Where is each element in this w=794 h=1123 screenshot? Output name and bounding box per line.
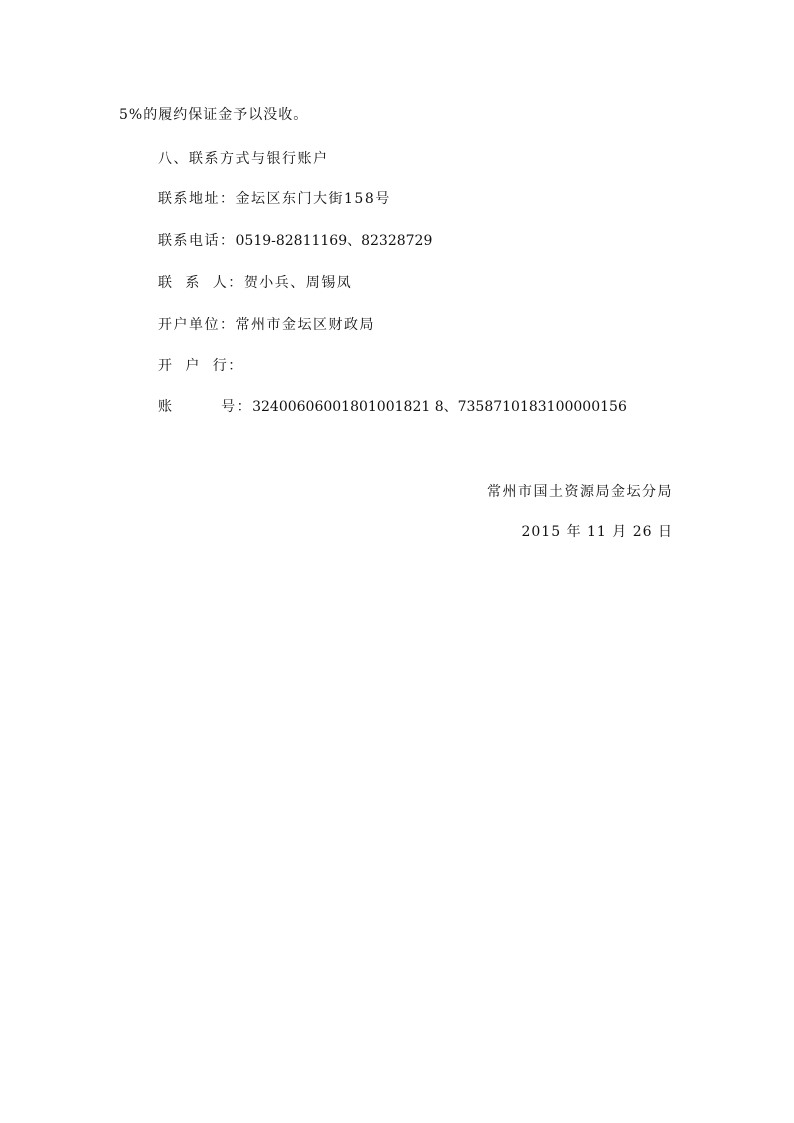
issue-date: 2015 年 11 月 26 日 [521,524,673,540]
account-holder-row [158,316,375,334]
bank-label: 开 户 行： [158,358,244,374]
issuing-organization: 常州市国土资源局金坛分局 [487,484,673,500]
contact-phone-row [158,232,432,250]
account-number-label: 账 号： [158,399,253,415]
section-heading: 八、联系方式与银行账户 [158,151,329,167]
bank-row [158,357,244,375]
contact-person-label: 联 系 人： [158,275,244,291]
contact-address-value: 金坛区东门大街158号 [235,191,391,207]
contact-address-label: 联系地址： [158,191,236,207]
account-number-value: 32400606001801001821 8、7358710183100000156 [252,399,627,415]
contact-phone-label: 联系电话： [158,233,236,249]
account-holder-value: 常州市金坛区财政局 [235,317,375,333]
account-number-row [158,398,627,416]
account-holder-label: 开户单位： [158,317,236,333]
contact-phone-value: 0519-82811169、82328729 [235,233,433,249]
contact-person-value: 贺小兵、周锡凤 [243,275,353,291]
contact-address-row [158,190,391,208]
paragraph-tail: 5%的履约保证金予以没收。 [119,107,309,123]
contact-person-row [158,274,352,292]
